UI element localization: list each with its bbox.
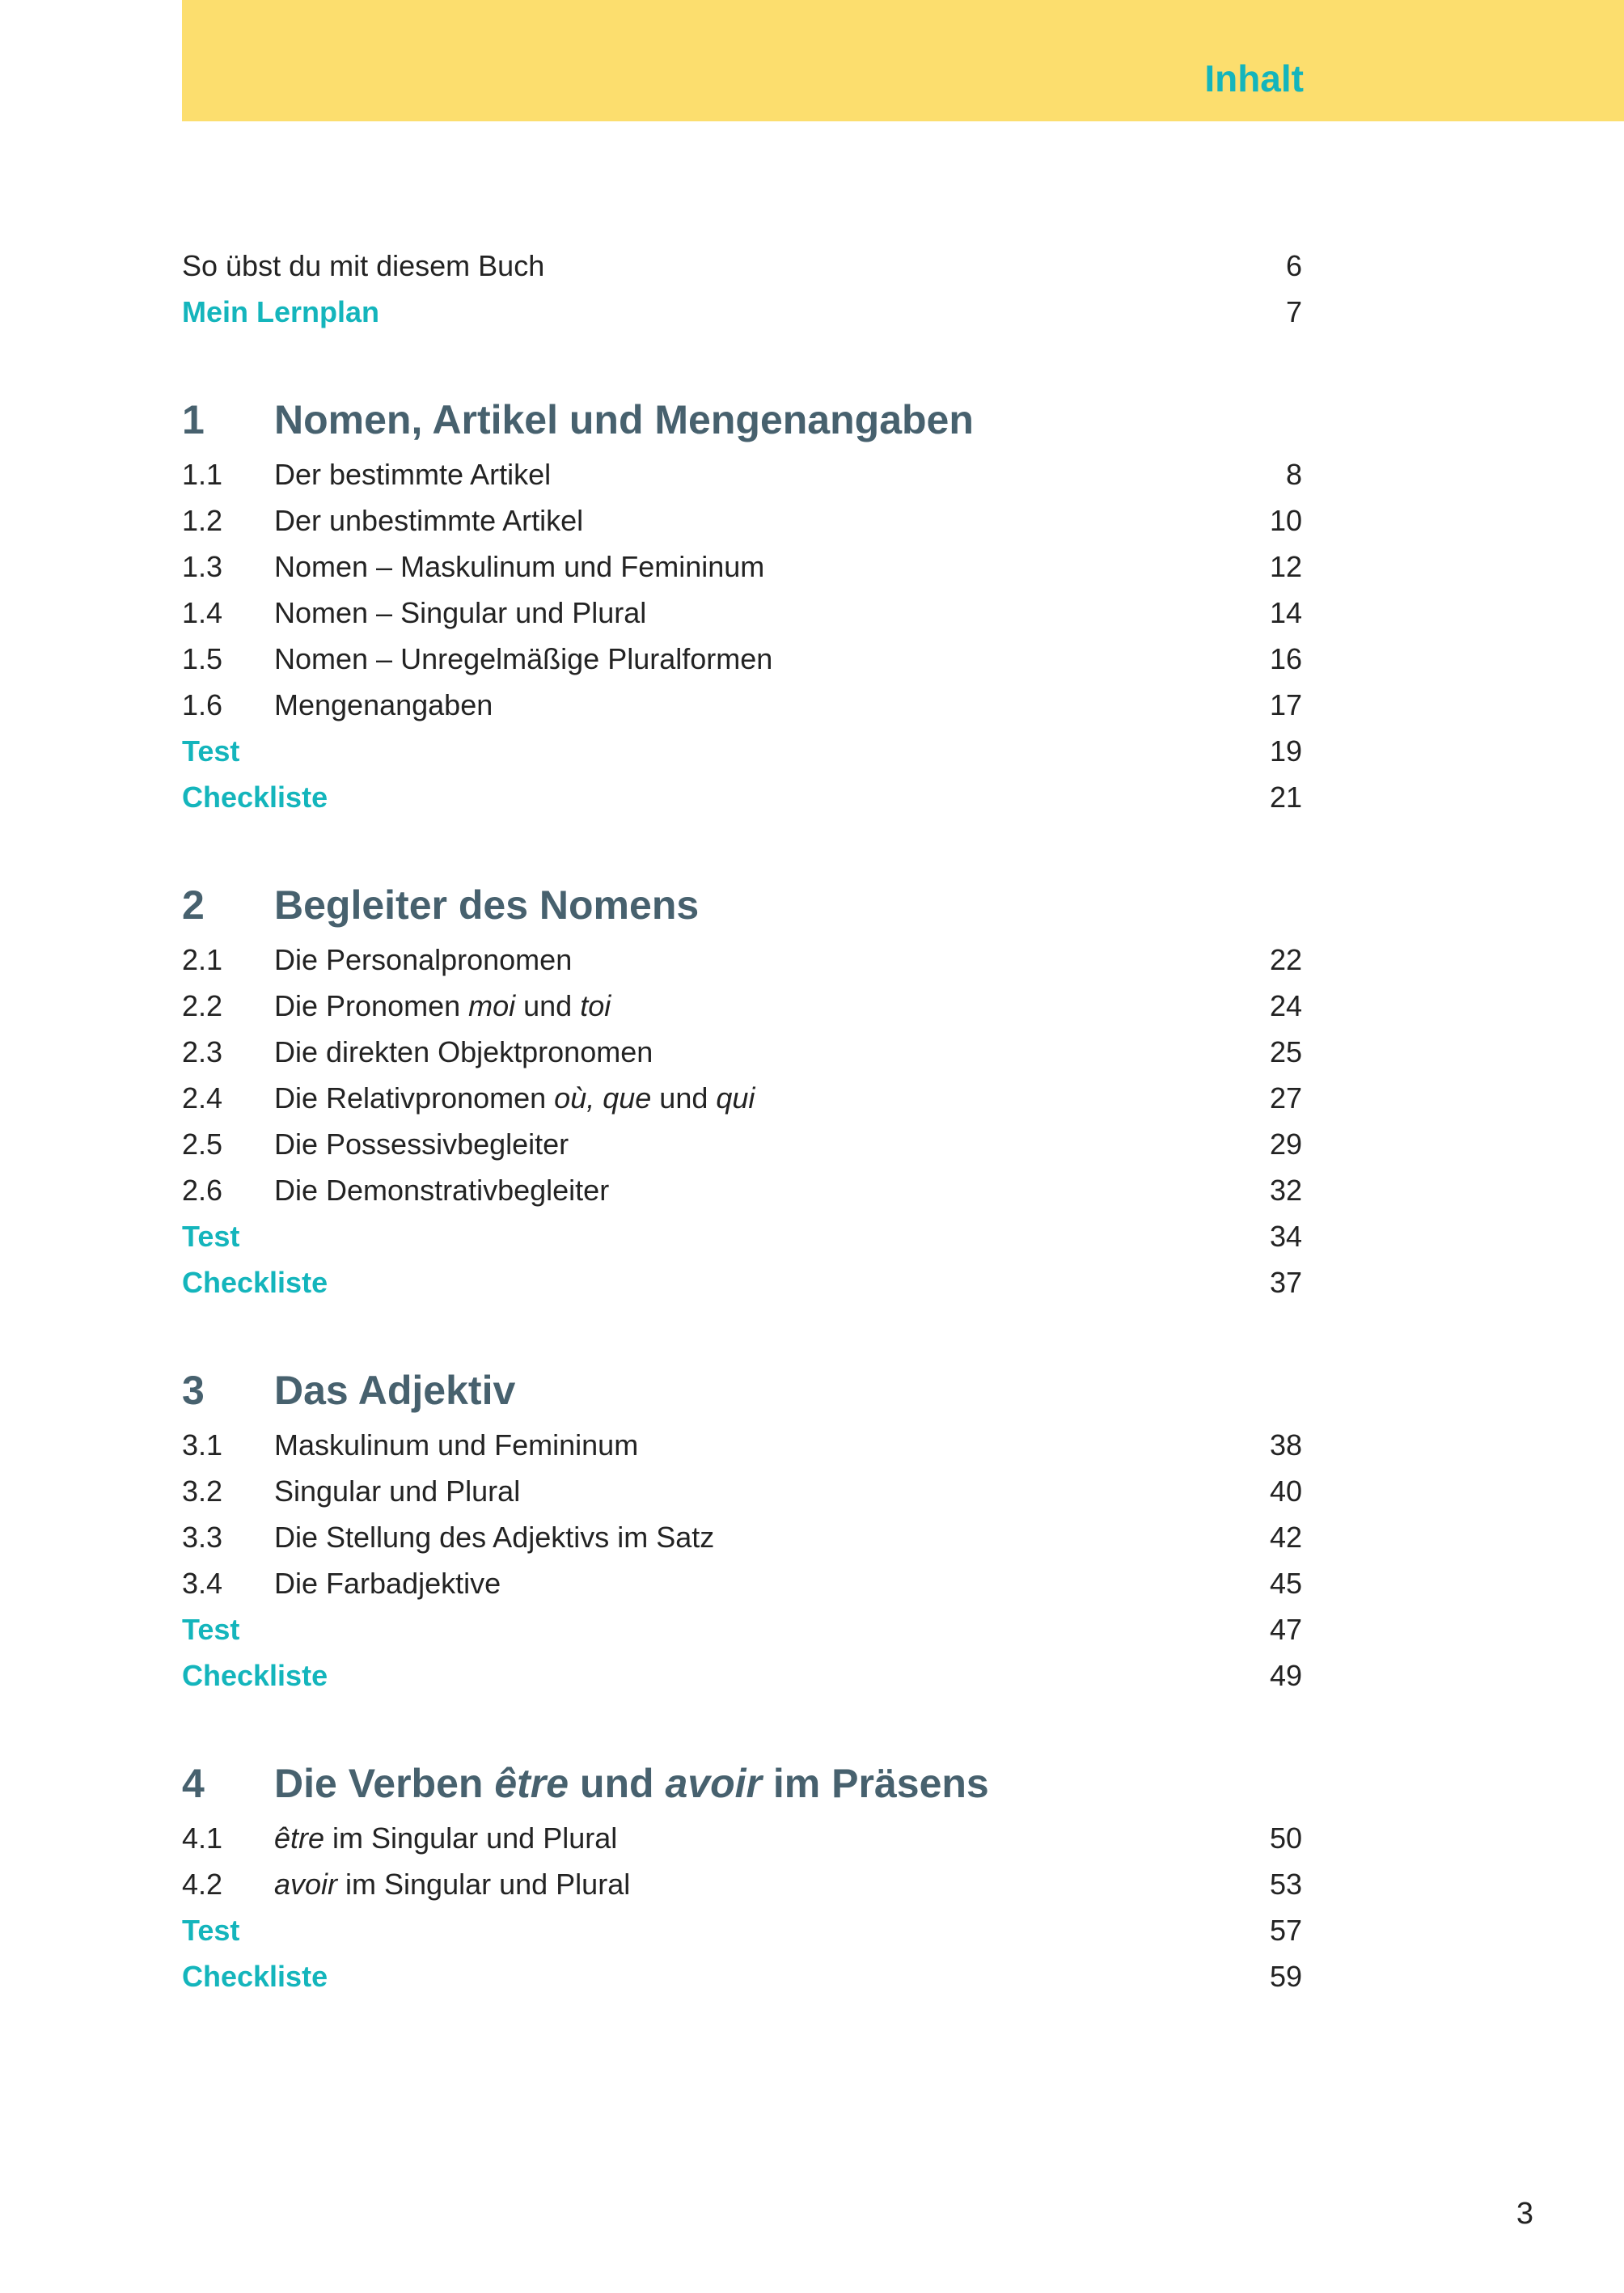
toc-row <box>182 1213 1302 1259</box>
toc-item-label: Test <box>182 1914 240 1947</box>
toc-row <box>182 1953 1302 1999</box>
section-title: Nomen, Artikel und Mengenangaben <box>274 397 974 442</box>
toc-item-page: 21 <box>1269 781 1302 814</box>
toc-item-page: 19 <box>1269 734 1302 768</box>
toc-item-page: 22 <box>1269 943 1302 976</box>
section-heading <box>182 879 1302 931</box>
toc-item-page: 50 <box>1269 1821 1302 1855</box>
toc-item-page: 14 <box>1269 596 1302 629</box>
toc-item-label: Checkliste <box>182 781 328 814</box>
toc-item-label: avoir im Singular und Plural <box>274 1868 631 1901</box>
toc-item-page: 34 <box>1269 1220 1302 1253</box>
toc-item-label: Nomen – Unregelmäßige Pluralformen <box>274 642 773 675</box>
toc-item-label: Checkliste <box>182 1266 328 1299</box>
toc-row <box>182 1652 1302 1699</box>
toc-item-label: Die Relativpronomen où, que und qui <box>274 1081 755 1115</box>
toc-item-label: Die Pronomen moi und toi <box>274 989 611 1022</box>
toc-row <box>182 1029 1302 1075</box>
toc-item-label: Test <box>182 1613 240 1646</box>
section-rows <box>182 1422 1302 1699</box>
toc-row <box>182 1075 1302 1121</box>
toc-row <box>182 983 1302 1029</box>
toc-item-page: 38 <box>1269 1428 1302 1462</box>
toc-content <box>182 121 1302 1999</box>
toc-item-page: 32 <box>1269 1174 1302 1207</box>
toc-item-number: 2.5 <box>182 1127 223 1161</box>
toc-item-page: 17 <box>1269 688 1302 721</box>
toc-item-page: 10 <box>1269 504 1302 537</box>
toc-item-page: 45 <box>1269 1567 1302 1600</box>
toc-item-label: Test <box>182 1220 240 1253</box>
toc-item-label: Mein Lernplan <box>182 295 380 328</box>
toc-row <box>182 937 1302 983</box>
toc-row <box>182 682 1302 728</box>
toc-row <box>182 243 1302 289</box>
toc-item-page: 27 <box>1269 1081 1302 1115</box>
toc-row <box>182 1907 1302 1953</box>
toc-item-number: 2.2 <box>182 989 223 1022</box>
toc-item-number: 3.3 <box>182 1521 223 1554</box>
toc-item-page: 57 <box>1269 1914 1302 1947</box>
section-number: 2 <box>182 882 205 928</box>
toc-item-label: Der unbestimmte Artikel <box>274 504 584 537</box>
toc-item-page: 24 <box>1269 989 1302 1022</box>
toc-item-label: Der bestimmte Artikel <box>274 458 552 491</box>
section-rows <box>182 937 1302 1305</box>
toc-item-number: 4.2 <box>182 1868 223 1901</box>
toc-item-label: Die Possessivbegleiter <box>274 1127 569 1161</box>
toc-item-label: Checkliste <box>182 1960 328 1993</box>
toc-item-number: 2.4 <box>182 1081 223 1115</box>
toc-item-number: 1.4 <box>182 596 223 629</box>
toc-item-page: 42 <box>1269 1521 1302 1554</box>
toc-item-page: 59 <box>1269 1960 1302 1993</box>
section-title: Das Adjektiv <box>274 1368 516 1413</box>
toc-item-label: Test <box>182 734 240 768</box>
section-heading <box>182 394 1302 446</box>
toc-item-number: 4.1 <box>182 1821 223 1855</box>
page-number: 3 <box>1516 2197 1533 2231</box>
section-title: Die Verben être und avoir im Präsens <box>274 1761 989 1806</box>
toc-row <box>182 1606 1302 1652</box>
section-number: 1 <box>182 397 205 442</box>
toc-row <box>182 774 1302 820</box>
page-title: Inhalt <box>1204 57 1304 99</box>
section-number: 4 <box>182 1761 205 1806</box>
toc-item-label: Nomen – Singular und Plural <box>274 596 647 629</box>
toc-item-label: Checkliste <box>182 1659 328 1692</box>
toc-section <box>182 1364 1302 1699</box>
front-matter <box>182 121 1302 335</box>
toc-item-page: 37 <box>1269 1266 1302 1299</box>
toc-item-label: Die direkten Objektpronomen <box>274 1035 653 1068</box>
toc-row <box>182 636 1302 682</box>
toc-item-number: 3.4 <box>182 1567 223 1600</box>
toc-section <box>182 879 1302 1305</box>
toc-row <box>182 1259 1302 1305</box>
toc-item-number: 1.1 <box>182 458 223 491</box>
toc-item-number: 2.6 <box>182 1174 223 1207</box>
toc-row <box>182 1468 1302 1514</box>
section-heading <box>182 1364 1302 1416</box>
section-heading <box>182 1758 1302 1809</box>
toc-item-page: 7 <box>1285 295 1302 328</box>
toc-item-page: 40 <box>1269 1474 1302 1508</box>
toc-item-number: 1.3 <box>182 550 223 583</box>
toc-item-page: 6 <box>1285 249 1302 282</box>
toc-row <box>182 451 1302 497</box>
toc-section <box>182 1758 1302 1999</box>
toc-sections <box>182 394 1302 1999</box>
toc-row <box>182 544 1302 590</box>
toc-row <box>182 289 1302 335</box>
toc-item-number: 1.2 <box>182 504 223 537</box>
toc-item-page: 29 <box>1269 1127 1302 1161</box>
toc-row <box>182 1861 1302 1907</box>
toc-item-label: être im Singular und Plural <box>274 1821 618 1855</box>
toc-section <box>182 394 1302 820</box>
toc-item-page: 49 <box>1269 1659 1302 1692</box>
toc-item-page: 25 <box>1269 1035 1302 1068</box>
toc-item-page: 16 <box>1269 642 1302 675</box>
section-number: 3 <box>182 1368 205 1413</box>
toc-item-label: Die Farbadjektive <box>274 1567 501 1600</box>
toc-item-number: 2.1 <box>182 943 223 976</box>
toc-item-label: Singular und Plural <box>274 1474 521 1508</box>
toc-item-number: 3.2 <box>182 1474 223 1508</box>
toc-item-label: Mengenangaben <box>274 688 493 721</box>
toc-item-number: 1.5 <box>182 642 223 675</box>
toc-item-page: 8 <box>1285 458 1302 491</box>
toc-item-label: Die Stellung des Adjektivs im Satz <box>274 1521 715 1554</box>
section-rows <box>182 1815 1302 1999</box>
toc-item-number: 3.1 <box>182 1428 223 1462</box>
toc-item-number: 2.3 <box>182 1035 223 1068</box>
header-band <box>182 0 1624 121</box>
toc-row <box>182 1514 1302 1560</box>
section-title: Begleiter des Nomens <box>274 882 700 928</box>
toc-item-page: 12 <box>1269 550 1302 583</box>
toc-row <box>182 1167 1302 1213</box>
toc-row <box>182 1422 1302 1468</box>
toc-row <box>182 1121 1302 1167</box>
toc-item-label: Nomen – Maskulinum und Femininum <box>274 550 765 583</box>
toc-row <box>182 497 1302 544</box>
toc-row <box>182 590 1302 636</box>
section-rows <box>182 451 1302 820</box>
toc-item-page: 53 <box>1269 1868 1302 1901</box>
toc-item-label: Die Demonstrativbegleiter <box>274 1174 610 1207</box>
toc-item-number: 1.6 <box>182 688 223 721</box>
toc-row <box>182 1560 1302 1606</box>
toc-item-label: Die Personalpronomen <box>274 943 573 976</box>
toc-row <box>182 1815 1302 1861</box>
toc-row <box>182 728 1302 774</box>
toc-item-label: So übst du mit diesem Buch <box>182 249 545 282</box>
toc-item-label: Maskulinum und Femininum <box>274 1428 639 1462</box>
toc-item-page: 47 <box>1269 1613 1302 1646</box>
